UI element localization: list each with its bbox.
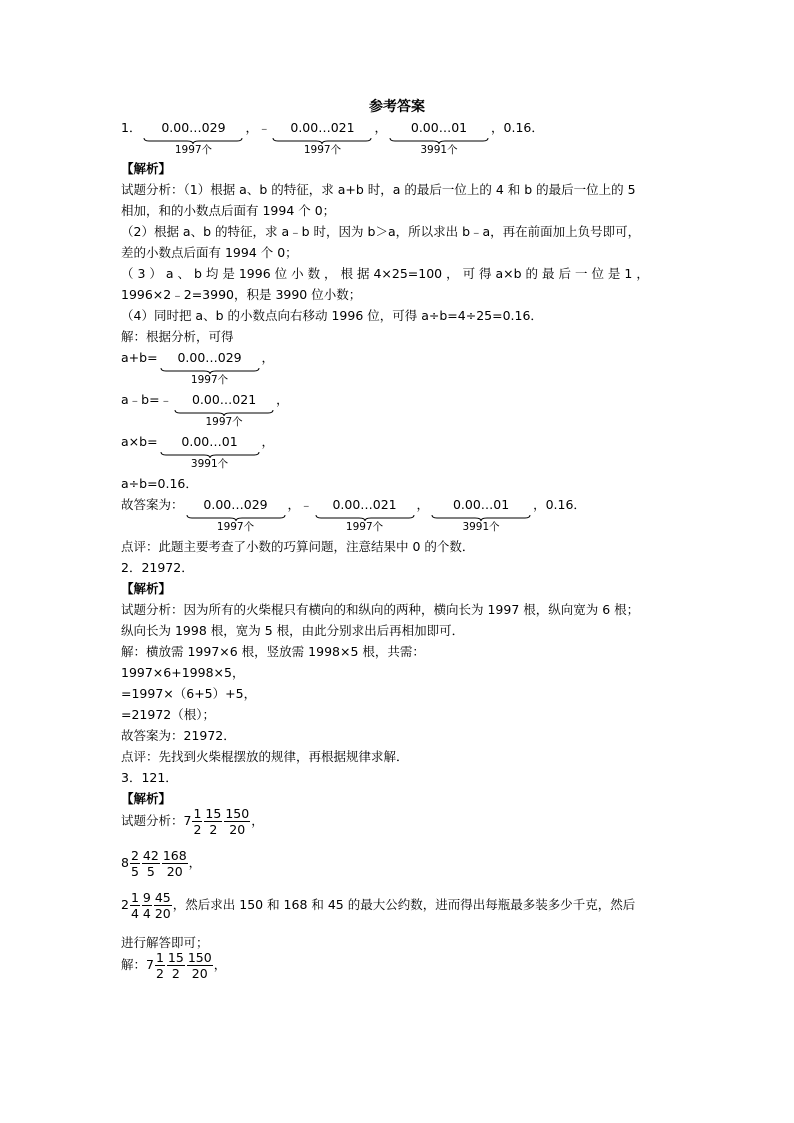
q2-solution-4: =21972（根）； (121, 707, 215, 722)
q2-jiexi: 【解析】 (121, 581, 172, 596)
q1-solution-sum: a+b= 0.00…029 1997个 ， (121, 350, 275, 386)
q3-analysis-last: 进行解答即可； (121, 935, 209, 950)
q1-jiexi: 【解析】 (121, 161, 172, 176)
q1-value-2: 0.00…021 1997个 (272, 118, 372, 156)
q2-solution-1: 解：横放需 1997×6 根，竖放需 1998×5 根，共需： (121, 644, 425, 659)
q1-comment: 点评：此题主要考查了小数的巧算问题，注意结果中 0 的个数． (121, 539, 475, 554)
q1-solution-intro: 解：根据分析，可得 (121, 329, 234, 344)
q1-analysis-1: 试题分析：（1）根据 a、b 的特征，求 a+b 时，a 的最后一位上的 4 和 b 的最后一位上的 5 (121, 182, 636, 197)
q2-final-answer: 故答案为：21972． (121, 728, 236, 743)
q2-solution-2: 1997×6+1998×5， (121, 665, 245, 680)
q1-solution-product: a×b= 0.00…01 3991个 ， (121, 434, 275, 470)
q1-solution-quotient: a÷b=0.16． (121, 476, 198, 491)
q2-analysis-2: 纵向长为 1998 根，宽为 5 根，由此分别求出后再相加即可． (121, 623, 465, 638)
q2-analysis-1: 试题分析：因为所有的火柴棍只有横向的和纵向的两种，横向长为 1997 根，纵向宽为 6 根； (121, 602, 640, 617)
q1-value-1: 0.00…029 1997个 (143, 118, 243, 156)
q1-answer-line: 1． 0.00…029 1997个 ，﹣ 0.00…021 1997个 ， 0.00…01 3991个 ，0.16． (121, 120, 544, 156)
q1-analysis-4: 差的小数点后面有 1994 个 0； (121, 245, 298, 260)
q3-fraction-line-2: 8 $\frac{2}{5}$ $\frac{42}{5}$ $\frac{168}{20}$ ， (121, 848, 202, 879)
q2-answer-line: 2．21972． (121, 560, 194, 575)
q1-final-answer: 故答案为： 0.00…029 1997个 ，﹣ 0.00…021 1997个 ， 0.00…01 3991个 ，0.16． (121, 497, 586, 533)
page-title: 参考答案 (369, 99, 425, 115)
q3-fraction-line-1: 试题分析：7 $\frac{1}{2}$ $\frac{15}{2}$ $\frac{150}{20}$ ， (121, 806, 264, 837)
q1-value-3: 0.00…01 3991个 (389, 118, 489, 156)
q1-number: 1． (121, 120, 142, 135)
q1-analysis-2: 相加，和的小数点后面有 1994 个 0； (121, 203, 336, 218)
q3-solution-line: 解：7 $\frac{1}{2}$ $\frac{15}{2}$ $\frac{150}{20}$ ， (121, 950, 227, 981)
q3-fraction-line-3: 2 $\frac{1}{4}$ $\frac{9}{4}$ $\frac{45}{20}$ ，然后求出 150 和 168 和 45 的最大公约数，进而得出每瓶最多装多少千克，然后 (121, 890, 636, 921)
q3-jiexi: 【解析】 (121, 791, 172, 806)
q1-analysis-3: （2）根据 a、b 的特征，求 a﹣b 时，因为 b＞a，所以求出 b﹣a，再在前面加上负号即可， (121, 224, 641, 239)
q2-solution-3: =1997×（6+5）+5， (121, 686, 257, 701)
q1-analysis-7: （4）同时把 a、b 的小数点向右移动 1996 位，可得 a÷b=4÷25=0.16． (121, 308, 543, 323)
q1-solution-diff: a﹣b=﹣ 0.00…021 1997个 ， (121, 392, 289, 428)
q3-answer-line: 3．121． (121, 770, 178, 785)
q1-analysis-6: 1996×2﹣2=3990，积是 3990 位小数； (121, 287, 362, 302)
q2-comment: 点评：先找到火柴棍摆放的规律，再根据规律求解． (121, 749, 409, 764)
q1-analysis-5: （ 3 ） a 、 b 均 是 1996 位 小 数 ， 根 据 4×25=100 ， 可 得 a×b 的 最 后 一 位 是 1 ， (121, 266, 649, 281)
